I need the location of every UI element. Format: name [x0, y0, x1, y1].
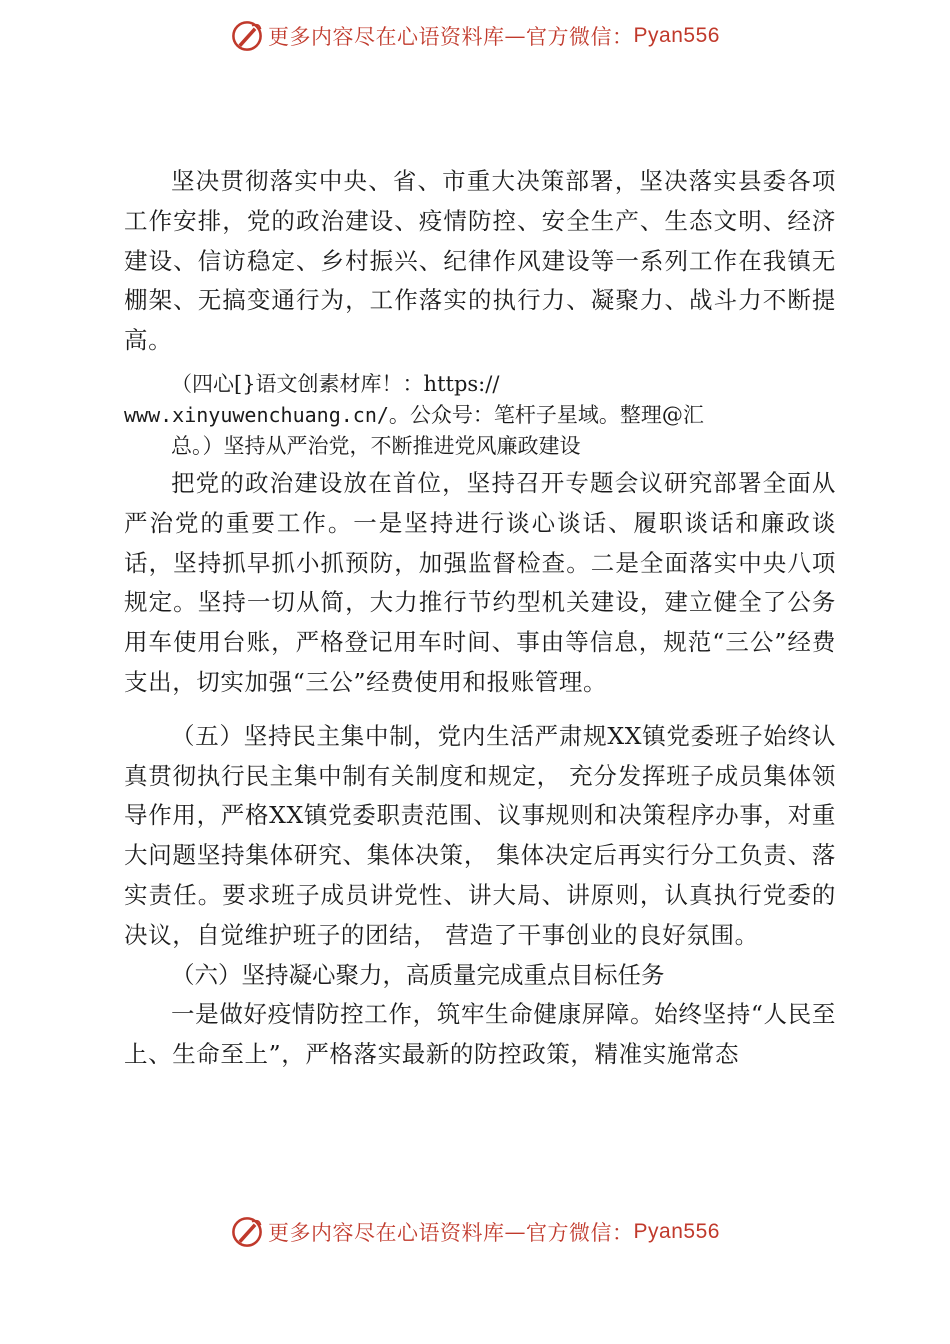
header-banner — [0, 16, 950, 56]
note-line-2-rest: 。公众号：笔杆子星域。整理@汇 — [388, 402, 704, 427]
note-url: www.xinyuwenchuang.cn/ — [124, 402, 389, 427]
banner-separator: — — [504, 1220, 527, 1244]
paragraph-2: 把党的政治建设放在首位，坚持召开专题会议研究部署全面从严治党的重要工作。一是坚持进行谈心谈话、履职谈话和廉政谈话，坚持抓早抓小抓预防，加强监督检查。二是全面落实中央八项规定。坚持一切从简，大力推行节约型机关建设，建立健全了公务用车使用台账，严格登记用车时间、事由等信息，规范“三公”经费支出，切实加强“三公”经费使用和报账管理。 — [124, 468, 836, 696]
footer-banner — [0, 1212, 950, 1252]
paragraph-3: （五）坚持民主集中制，党内生活严肃规XX镇党委班子始终认真贯彻执行民主集中制有关制度和规定， 充分发挥班子成员集体领导作用，严格XX镇党委职责范围、议事规则和决策程序办事，对重大问题坚持集体研究、集体决策， 集体决定后再实行分工负责、落实责任。要求班子成员讲党性、讲大局、讲原则，认真执行党委的决议，自觉维护班子的团结， 营造了干事创业的良好氛围。 — [124, 721, 837, 949]
brand-logo-icon — [230, 1215, 264, 1249]
note-line-3: 总。）坚持从严治党，不断推进党风廉政建设 — [171, 433, 581, 458]
note-line-2 — [124, 400, 836, 431]
banner-text: 更多内容尽在心语资料库 — [268, 1221, 505, 1245]
section-heading-6: （六）坚持凝心聚力，高质量完成重点目标任务 — [171, 960, 665, 989]
paragraph-4: 一是做好疫情防控工作，筑牢生命健康屏障。始终坚持“人民至上、生命至上”，严格落实最新的防控政策，精准实施常态 — [124, 1000, 836, 1069]
banner-separator: — — [504, 24, 527, 48]
source-note — [124, 369, 836, 462]
banner-wechat: Pyan556 — [633, 1220, 720, 1243]
banner-text: 更多内容尽在心语资料库 — [268, 25, 505, 49]
brand-logo-icon — [230, 19, 264, 53]
note-line-1: （四心[}语文创素材库！：https:// — [171, 371, 500, 396]
banner-wechat: Pyan556 — [633, 24, 720, 47]
paragraph-1: 坚决贯彻落实中央、省、市重大决策部署，坚决落实县委各项工作安排，党的政治建设、疫情防控、安全生产、生态文明、经济建设、信访稳定、乡村振兴、纪律作风建设等一系列工作在我镇无棚架、无搞变通行为，工作落实的执行力、凝聚力、战斗力不断提高。 — [124, 167, 836, 355]
banner-official: 官方微信： — [526, 25, 634, 49]
banner-official: 官方微信： — [526, 1221, 634, 1245]
document-body — [124, 162, 836, 1075]
